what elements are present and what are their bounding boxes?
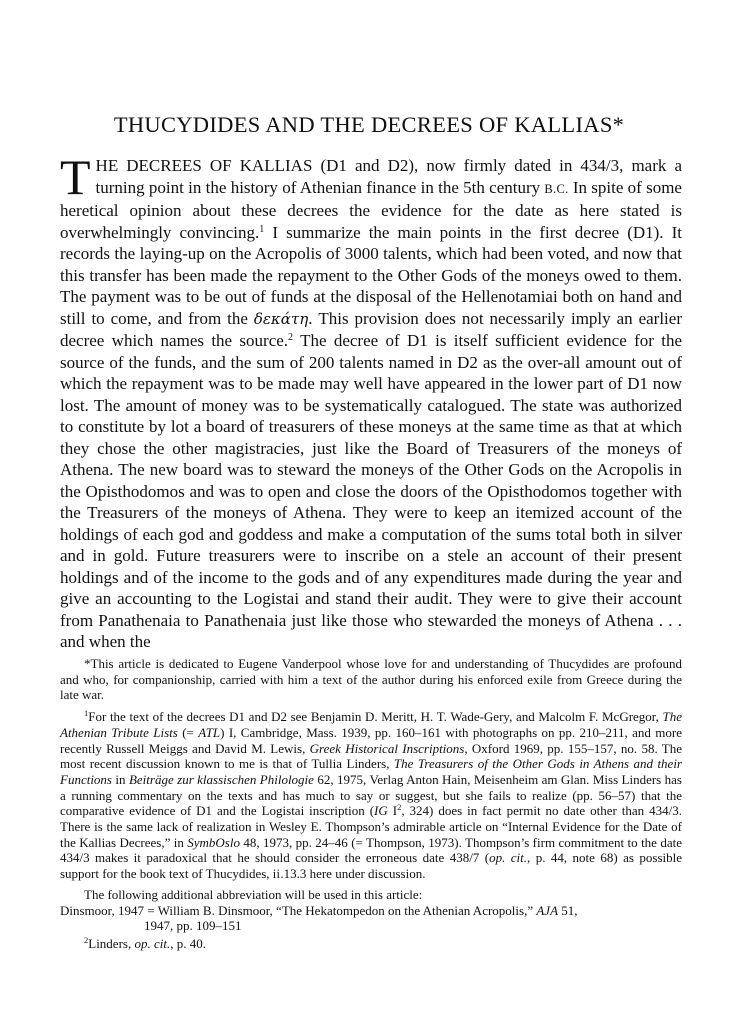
abbreviation-line [60, 903, 682, 919]
book-number: ii [272, 867, 281, 882]
note-text: Linders, [88, 935, 135, 951]
body-paragraph [60, 149, 682, 653]
abbreviation-intro: The following additional abbreviation will be used in this article: [84, 886, 423, 902]
note-text: Dinsmoor, 1947 = William B. Dinsmoor, “The Hekatompedon on the Athenian Acropolis,” [60, 902, 537, 918]
note-text: , p. 44, note 68) as possible support for the book text of Thucydides, [60, 850, 683, 882]
era-abbreviation: B.C. [544, 181, 569, 196]
note-text: , p. 40. [170, 935, 206, 951]
footnotes [60, 656, 682, 956]
body-text-part: . This provision does not necessarily imply an earlier decree which names the source. [60, 308, 682, 350]
body-text-part: In spite of some heretical opinion about these decrees the evidence for the date as here stated is overwhelmingly convincing. [60, 177, 682, 242]
note-text: , 324) does in fact permit no date other than 434/3. There is the same lack of realization in Wesley E. Thompson’s admirable article on “Internal Evidence for the Date of the Kallias Decrees,” in [60, 803, 682, 850]
footnote-ref-2: 2 [288, 332, 294, 343]
citation-abbr: AJA [536, 902, 559, 918]
superscript: 2 [397, 802, 402, 813]
note-text: I [387, 803, 398, 819]
abbreviation-entry [60, 903, 682, 934]
article-title: THUCYDIDES AND THE DECREES OF KALLIAS* [113, 112, 625, 137]
footnote-ref-1: 1 [259, 223, 265, 235]
body-text-part: HE DECREES OF KALLIAS (D1 and D2), now firmly dated in 434/3, mark a turning point in the history of Athenian finance in the 5th century [95, 156, 682, 197]
citation-title: The Athenian Tribute Lists [60, 709, 682, 740]
note-text: (= [177, 724, 199, 740]
citation-abbr: ATL [198, 724, 221, 740]
body-text-part: I summarize the main points in the first decree (D1). It records the laying-up on the Acropolis of 3000 talents, which had been voted, and now that this transfer has been made the repayment to the Other Gods of the moneys owed to them. The payment was to be out of funds at the disposal of the Hellenotamiai both on hand and still to come, and from the [60, 222, 682, 328]
citation-title: The Treasurers of the Other Gods in Athens and their Functions [60, 756, 682, 787]
abbreviation-continuation: 1947, pp. 109–151 [144, 918, 242, 934]
body-text-part: The decree of D1 is itself sufficient evidence for the source of the funds, and the sum of 200 talents named in D2 as the over-all amount out of which the repayment was to be made may well have appeared in the lower part of D1 now lost. The amount of money was to be systematically catalogued. The state was authorized to constitute by lot a board of treasurers of these moneys at the same time as that at which they chose the other magistracies, just like the Board of Treasurers of the moneys of Athena. The new board was to steward the moneys of the Other Gods on the Acropolis in the Opisthodomos and was to open and close the doors of the Opisthodomos together with the Treasurers of the moneys of Athena. They were to keep an itemized account of the holdings of each god and goddess and make a computation of the sums total both in silver and in gold. Future treasurers were to inscribe on a stele an account of their present holdings and of the income to the gods and of any expenditures made during the year and give an accounting to the Logistai and stand their audit. They were to give their account from Panathenaia to Panathenaia just like those who stewarded the moneys of Athena . . . and when the [60, 331, 682, 651]
citation-abbr: op. cit. [489, 850, 528, 866]
note-text: ) I, Cambridge, Mass. 1939, pp. 160–161 with photographs on pp. 210–211, and more recently Russell Meiggs and David M. Lewis, [60, 724, 682, 756]
note-text: 51, [558, 902, 578, 918]
citation-abbr: op. cit. [134, 935, 171, 951]
citation-abbr: IG [374, 803, 388, 819]
footnote-mark: 2 [84, 934, 89, 945]
dedication-note: *This article is dedicated to Eugene Vanderpool whose love for and understanding of Thucydides are profound and who, for companionship, carried with him a text of the author during his enforced exile from Greece during the late war. [60, 656, 682, 703]
footnote-2 [60, 936, 682, 952]
note-text: .13.3 here under discussion. [280, 866, 426, 882]
note-text: 62, 1975, Verlag Anton Hain, Meisenheim am Glan. Miss Linders has a running commentary on the texts and has much to say or suggest, but she fails to realize (pp. 56–57) that the comparative evidence of D1 and the Logistai inscription ( [60, 771, 682, 819]
note-text: in [112, 771, 129, 787]
note-text: , Oxford 1969, pp. 155–157, no. 58. The most recent discussion known to me is that of Tullia Linders, [60, 740, 682, 772]
citation-title: Greek Historical Inscriptions [309, 740, 465, 756]
footnote-mark: 1 [84, 708, 89, 719]
greek-term: δεκάτη [253, 309, 309, 328]
citation-title: Beiträge zur klassischen Philologie [128, 771, 314, 787]
drop-cap: T [60, 149, 91, 205]
footnote-1 [60, 709, 682, 883]
note-text: For the text of the decrees D1 and D2 see Benjamin D. Meritt, H. T. Wade-Gery, and Malcolm F. McGregor, [88, 709, 663, 725]
note-text: 48, 1973, pp. 24–46 (= Thompson, 1973). Thompson’s firm commitment to the date 434/3 makes it paradoxical that he should consider the erroneous date 438/7 ( [60, 834, 682, 866]
citation-title: SymbOslo [187, 834, 240, 850]
